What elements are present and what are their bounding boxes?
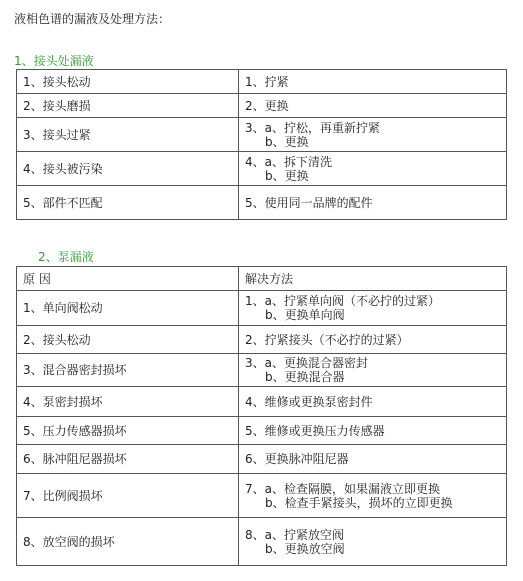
cause-cell: 4、接头被污染 [17, 152, 239, 186]
table-row [17, 152, 507, 186]
fix-cell: 7、a、检查隔膜，如果漏液立即更换 b、检查手紧接头，损坏的立即更换 [239, 474, 507, 518]
fix-cell: 4、维修或更换泵密封件 [239, 387, 507, 417]
cause-cell: 5、压力传感器损坏 [17, 417, 239, 445]
table-row [17, 354, 507, 387]
table-row [17, 70, 507, 94]
cause-cell: 5、部件不匹配 [17, 186, 239, 220]
cause-cell: 3、混合器密封损坏 [17, 354, 239, 387]
table-row [17, 186, 507, 220]
cause-cell: 3、接头过紧 [17, 118, 239, 152]
table-header-row [17, 267, 507, 291]
fix-cell: 2、更换 [239, 94, 507, 118]
fix-cell: 2、拧紧接头（不必拧的过紧） [239, 326, 507, 354]
section1-title: 1、接头处漏液 [14, 54, 94, 68]
fix-cell: 6、更换脉冲阻尼器 [239, 445, 507, 474]
fix-cell: 4、a、拆下清洗 b、更换 [239, 152, 507, 186]
table-row [17, 118, 507, 152]
table-row [17, 326, 507, 354]
fix-cell: 5、使用同一品牌的配件 [239, 186, 507, 220]
fix-cell: 1、a、拧紧单向阀（不必拧的过紧） b、更换单向阀 [239, 291, 507, 326]
fix-cell: 1、拧紧 [239, 70, 507, 94]
cause-cell: 1、接头松动 [17, 70, 239, 94]
table-row [17, 474, 507, 518]
cause-cell: 4、泵密封损坏 [17, 387, 239, 417]
header-fix: 解决方法 [239, 267, 507, 291]
section1-table [16, 69, 507, 220]
fix-cell: 3、a、拧松，再重新拧紧 b、更换 [239, 118, 507, 152]
table-row [17, 291, 507, 326]
table-row [17, 518, 507, 566]
header-cause: 原 因 [17, 267, 239, 291]
cause-cell: 1、单向阀松动 [17, 291, 239, 326]
table-row [17, 445, 507, 474]
table-row [17, 387, 507, 417]
section2-title: 2、泵漏液 [38, 250, 94, 264]
section2-table [16, 266, 507, 566]
cause-cell: 6、脉冲阻尼器损坏 [17, 445, 239, 474]
cause-cell: 8、放空阀的损坏 [17, 518, 239, 566]
fix-cell: 5、维修或更换压力传感器 [239, 417, 507, 445]
cause-cell: 2、接头磨损 [17, 94, 239, 118]
table-row [17, 94, 507, 118]
intro-text: 液相色谱的漏液及处理方法： [14, 12, 171, 26]
fix-cell: 8、a、拧紧放空阀 b、更换放空阀 [239, 518, 507, 566]
fix-cell: 3、a、更换混合器密封 b、更换混合器 [239, 354, 507, 387]
cause-cell: 2、接头松动 [17, 326, 239, 354]
table-row [17, 417, 507, 445]
cause-cell: 7、比例阀损坏 [17, 474, 239, 518]
